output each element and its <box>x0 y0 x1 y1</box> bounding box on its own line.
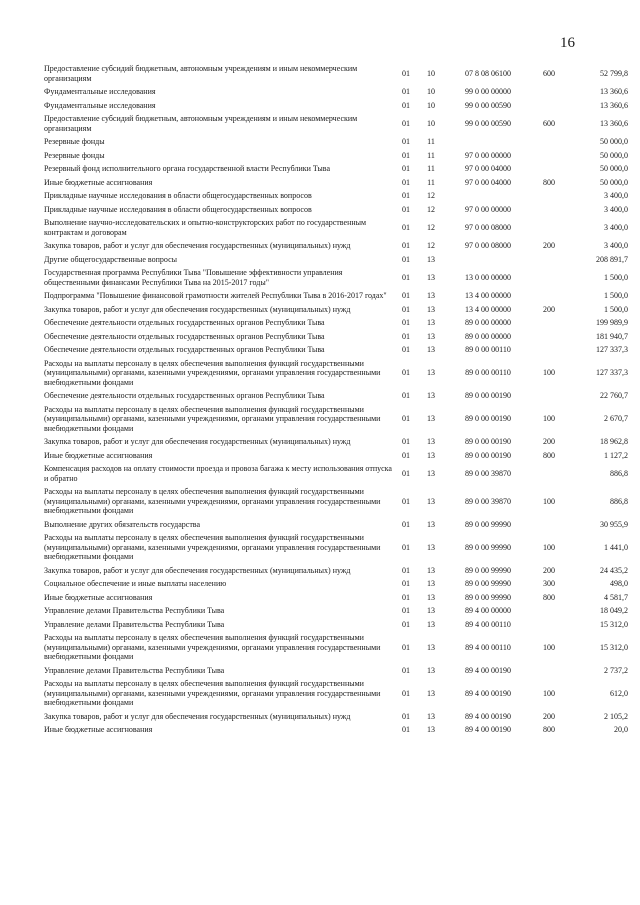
row-target-code: 89 0 00 00190 <box>465 450 511 460</box>
row-section: 01 <box>402 414 410 423</box>
row-expense-type <box>532 85 566 99</box>
row-amount: 127 337,3 <box>596 368 628 377</box>
table-row <box>44 664 628 678</box>
row-amount: 1 500,0 <box>604 304 628 314</box>
row-expense-type <box>532 266 566 289</box>
row-section: 01 <box>402 579 410 588</box>
row-subsection: 12 <box>427 222 435 232</box>
row-expense-type <box>532 203 566 217</box>
table-row <box>44 176 628 190</box>
row-section: 01 <box>402 688 410 698</box>
row-amount: 50 000,0 <box>600 137 628 146</box>
row-target-code: 89 0 00 00000 <box>465 331 511 341</box>
row-name: Иные бюджетные ассигнования <box>44 177 153 187</box>
row-subsection: 13 <box>427 542 435 552</box>
row-section: 01 <box>402 68 410 78</box>
row-amount: 199 989,9 <box>596 318 628 327</box>
table-row <box>44 135 628 149</box>
table-row <box>44 710 628 724</box>
row-name: Управление делами Правительства Республики Тыва <box>44 619 225 629</box>
row-subsection: 13 <box>427 496 435 506</box>
row-section: 01 <box>402 368 410 377</box>
row-name: Расходы на выплаты персоналу в целях обеспечения выполнения функций государственными (муниципальными) органами, казенными учреждениями, органами управления государственными внебюджетными фондами <box>44 487 381 515</box>
row-section: 01 <box>402 711 410 721</box>
row-target-code: 89 4 00 00110 <box>465 642 511 652</box>
row-name: Подпрограмма "Повышение финансовой грамотности жителей Республики Тыва в 2016-2017 годах" <box>44 291 387 300</box>
row-name: Компенсация расходов на оплату стоимости проезда и провоза багажа к месту использования отпуска и обратно <box>44 464 392 483</box>
table-row <box>44 462 628 485</box>
row-subsection: 13 <box>427 711 435 721</box>
row-expense-type <box>532 99 566 113</box>
row-subsection: 13 <box>427 318 435 327</box>
row-target-code: 89 0 00 39870 <box>465 468 511 478</box>
row-section: 01 <box>402 222 410 232</box>
row-target-code: 89 0 00 00190 <box>465 414 511 423</box>
row-expense-type: 200 <box>543 241 555 250</box>
row-amount: 13 360,6 <box>600 87 628 96</box>
row-subsection: 13 <box>427 291 435 300</box>
row-expense-type <box>532 316 566 330</box>
table-row <box>44 389 628 403</box>
row-subsection: 13 <box>427 592 435 602</box>
row-amount: 1 127,2 <box>604 450 628 460</box>
row-target-code: 89 0 00 00110 <box>465 368 511 377</box>
row-amount: 1 500,0 <box>604 291 628 300</box>
row-name: Закупка товаров, работ и услуг для обеспечения государственных (муниципальных) нужд <box>44 437 351 446</box>
row-section: 01 <box>402 345 410 354</box>
table-row <box>44 316 628 330</box>
row-expense-type: 100 <box>543 414 555 423</box>
table-row <box>44 677 628 710</box>
row-amount: 13 360,6 <box>600 100 628 110</box>
row-expense-type: 200 <box>543 565 555 575</box>
table-row <box>44 357 628 390</box>
table-row <box>44 531 628 564</box>
row-section: 01 <box>402 496 410 506</box>
row-expense-type <box>532 189 566 203</box>
budget-table <box>44 62 628 737</box>
row-subsection: 13 <box>427 272 435 282</box>
row-target-code: 89 0 00 00000 <box>465 318 511 327</box>
row-subsection: 10 <box>427 118 435 128</box>
row-expense-type: 800 <box>543 592 555 602</box>
row-subsection: 11 <box>427 150 435 160</box>
row-amount: 3 400,0 <box>604 222 628 232</box>
row-section: 01 <box>402 291 410 300</box>
row-name: Резервные фонды <box>44 150 105 160</box>
row-subsection: 13 <box>427 391 435 400</box>
row-expense-type: 800 <box>543 725 555 734</box>
row-subsection: 13 <box>427 331 435 341</box>
row-target-code: 89 4 00 00190 <box>465 711 511 721</box>
table-row <box>44 577 628 591</box>
row-expense-type <box>532 462 566 485</box>
row-name: Иные бюджетные ассигнования <box>44 450 153 460</box>
row-target-code: 89 4 00 00190 <box>465 725 511 734</box>
row-target-code: 13 0 00 00000 <box>465 272 511 282</box>
row-name: Прикладные научные исследования в области общегосударственных вопросов <box>44 191 312 200</box>
row-target-code: 97 0 00 00000 <box>465 150 511 160</box>
row-subsection: 13 <box>427 725 435 734</box>
row-section: 01 <box>402 642 410 652</box>
row-amount: 2 105,2 <box>604 711 628 721</box>
table-row <box>44 485 628 518</box>
row-name: Закупка товаров, работ и услуг для обеспечения государственных (муниципальных) нужд <box>44 304 351 314</box>
row-target-code: 89 0 00 00110 <box>465 345 511 354</box>
row-section: 01 <box>402 254 410 264</box>
row-section: 01 <box>402 164 410 173</box>
row-amount: 3 400,0 <box>604 191 628 200</box>
row-expense-type <box>532 389 566 403</box>
row-name: Расходы на выплаты персоналу в целях обеспечения выполнения функций государственными (муниципальными) органами, казенными учреждениями, органами управления государственными внебюджетными фондами <box>44 679 381 707</box>
row-target-code: 99 0 00 00590 <box>465 118 511 128</box>
row-section: 01 <box>402 542 410 552</box>
row-subsection: 11 <box>427 177 435 187</box>
row-section: 01 <box>402 272 410 282</box>
row-section: 01 <box>402 606 410 615</box>
table-row <box>44 239 628 253</box>
row-amount: 886,8 <box>610 468 628 478</box>
row-expense-type: 100 <box>543 496 555 506</box>
row-target-code: 97 0 00 00000 <box>465 204 511 214</box>
row-amount: 50 000,0 <box>600 177 628 187</box>
row-target-code: 89 0 00 99990 <box>465 579 511 588</box>
table-row <box>44 289 628 303</box>
table-row <box>44 435 628 449</box>
row-expense-type: 200 <box>543 437 555 446</box>
row-expense-type <box>532 289 566 303</box>
row-name: Фундаментальные исследования <box>44 87 156 96</box>
row-section: 01 <box>402 150 410 160</box>
row-amount: 208 891,7 <box>596 254 628 264</box>
row-name: Другие общегосударственные вопросы <box>44 254 178 264</box>
row-amount: 20,0 <box>614 725 628 734</box>
row-expense-type: 600 <box>543 118 555 128</box>
row-name: Резервный фонд исполнительного органа государственной власти Республики Тыва <box>44 164 331 173</box>
row-subsection: 10 <box>427 100 435 110</box>
row-section: 01 <box>402 565 410 575</box>
row-section: 01 <box>402 665 410 675</box>
row-subsection: 11 <box>427 137 435 146</box>
row-name: Социальное обеспечение и иные выплаты населению <box>44 579 227 588</box>
row-amount: 50 000,0 <box>600 150 628 160</box>
row-expense-type <box>532 135 566 149</box>
row-name: Прикладные научные исследования в области общегосударственных вопросов <box>44 204 312 214</box>
table-row <box>44 723 628 737</box>
row-expense-type: 200 <box>543 304 555 314</box>
table-row <box>44 330 628 344</box>
row-section: 01 <box>402 241 410 250</box>
table-row <box>44 449 628 463</box>
table-row <box>44 99 628 113</box>
table-row <box>44 403 628 436</box>
row-target-code: 97 0 00 04000 <box>465 177 511 187</box>
row-name: Выполнение научно-исследовательских и опытно-конструкторских работ по государственным контрактам и договорам <box>44 218 367 237</box>
row-subsection: 13 <box>427 437 435 446</box>
row-target-code: 89 0 00 00190 <box>465 391 511 400</box>
row-name: Закупка товаров, работ и услуг для обеспечения государственных (муниципальных) нужд <box>44 711 351 721</box>
row-section: 01 <box>402 519 410 529</box>
row-amount: 2 670,7 <box>604 414 628 423</box>
row-name: Предоставление субсидий бюджетным, автономным учреждениям и иным некоммерческим организациям <box>44 64 358 83</box>
row-section: 01 <box>402 304 410 314</box>
row-name: Расходы на выплаты персоналу в целях обеспечения выполнения функций государственными (муниципальными) органами, казенными учреждениями, органами управления государственными внебюджетными фондами <box>44 533 381 561</box>
row-subsection: 13 <box>427 368 435 377</box>
row-name: Предоставление субсидий бюджетным, автономным учреждениям и иным некоммерческим организациям <box>44 114 358 133</box>
row-amount: 181 940,7 <box>596 331 628 341</box>
row-expense-type <box>532 162 566 176</box>
table-row <box>44 564 628 578</box>
row-name: Закупка товаров, работ и услуг для обеспечения государственных (муниципальных) нужд <box>44 241 351 250</box>
row-target-code: 97 0 00 04000 <box>465 164 511 173</box>
row-subsection: 13 <box>427 450 435 460</box>
row-section: 01 <box>402 592 410 602</box>
row-subsection: 13 <box>427 565 435 575</box>
table-row <box>44 303 628 317</box>
table-row <box>44 112 628 135</box>
row-amount: 4 581,7 <box>604 592 628 602</box>
table-row <box>44 189 628 203</box>
row-name: Обеспечение деятельности отдельных государственных органов Республики Тыва <box>44 345 325 354</box>
table-row <box>44 62 628 85</box>
row-target-code <box>444 135 532 149</box>
row-section: 01 <box>402 191 410 200</box>
row-subsection: 13 <box>427 688 435 698</box>
row-amount: 22 760,7 <box>600 391 628 400</box>
table-row <box>44 253 628 267</box>
table-row <box>44 149 628 163</box>
row-section: 01 <box>402 87 410 96</box>
table-row <box>44 216 628 239</box>
row-expense-type: 100 <box>543 542 555 552</box>
row-name: Управление делами Правительства Республики Тыва <box>44 665 225 675</box>
row-expense-type: 600 <box>543 68 555 78</box>
row-subsection: 13 <box>427 254 435 264</box>
table-row <box>44 591 628 605</box>
row-target-code: 89 0 00 39870 <box>465 496 511 506</box>
table-row <box>44 162 628 176</box>
row-target-code: 13 4 00 00000 <box>465 291 511 300</box>
row-target-code <box>444 253 532 267</box>
row-subsection: 13 <box>427 414 435 423</box>
row-target-code: 89 4 00 00190 <box>465 688 511 698</box>
row-expense-type: 200 <box>543 711 555 721</box>
row-amount: 3 400,0 <box>604 204 628 214</box>
row-amount: 15 312,0 <box>600 619 628 629</box>
budget-table-body <box>44 62 628 737</box>
row-amount: 52 799,8 <box>600 68 628 78</box>
row-target-code: 89 0 00 99990 <box>465 592 511 602</box>
row-amount: 18 962,8 <box>600 437 628 446</box>
row-section: 01 <box>402 450 410 460</box>
row-subsection: 11 <box>427 164 435 173</box>
row-section: 01 <box>402 318 410 327</box>
page-number: 16 <box>560 35 575 51</box>
row-section: 01 <box>402 204 410 214</box>
row-subsection: 13 <box>427 468 435 478</box>
row-subsection: 10 <box>427 87 435 96</box>
row-amount: 3 400,0 <box>604 241 628 250</box>
row-name: Расходы на выплаты персоналу в целях обеспечения выполнения функций государственными (муниципальными) органами, казенными учреждениями, органами управления государственными внебюджетными фондами <box>44 404 381 433</box>
row-target-code: 97 0 00 08000 <box>465 222 511 232</box>
row-name: Расходы на выплаты персоналу в целях обеспечения выполнения функций государственными (муниципальными) органами, казенными учреждениями, органами управления государственными внебюджетными фондами <box>44 358 381 387</box>
row-amount: 127 337,3 <box>596 345 628 354</box>
row-name: Выполнение других обязательств государства <box>44 519 201 529</box>
table-row <box>44 631 628 664</box>
row-name: Обеспечение деятельности отдельных государственных органов Республики Тыва <box>44 331 325 341</box>
row-amount: 498,0 <box>610 579 628 588</box>
row-subsection: 12 <box>427 241 435 250</box>
row-section: 01 <box>402 331 410 341</box>
table-row <box>44 203 628 217</box>
row-section: 01 <box>402 725 410 734</box>
row-target-code <box>444 189 532 203</box>
row-target-code: 89 0 00 99990 <box>465 565 511 575</box>
row-subsection: 13 <box>427 642 435 652</box>
row-target-code: 99 0 00 00590 <box>465 100 511 110</box>
row-target-code: 89 4 00 00000 <box>465 606 511 615</box>
row-expense-type: 300 <box>543 579 555 588</box>
row-amount: 24 435,2 <box>600 565 628 575</box>
row-name: Иные бюджетные ассигнования <box>44 592 153 602</box>
row-amount: 18 049,2 <box>600 606 628 615</box>
row-subsection: 12 <box>427 204 435 214</box>
row-expense-type <box>532 618 566 632</box>
row-subsection: 13 <box>427 619 435 629</box>
row-subsection: 13 <box>427 519 435 529</box>
row-subsection: 13 <box>427 606 435 615</box>
row-expense-type: 100 <box>543 642 555 652</box>
row-amount: 13 360,6 <box>600 118 628 128</box>
row-amount: 30 955,9 <box>600 519 628 529</box>
row-subsection: 13 <box>427 665 435 675</box>
row-target-code: 89 0 00 00190 <box>465 437 511 446</box>
row-name: Расходы на выплаты персоналу в целях обеспечения выполнения функций государственными (муниципальными) органами, казенными учреждениями, органами управления государственными внебюджетными фондами <box>44 633 381 661</box>
row-subsection: 12 <box>427 191 435 200</box>
row-target-code: 89 4 00 00110 <box>465 619 511 629</box>
row-subsection: 10 <box>427 68 435 78</box>
table-row <box>44 343 628 357</box>
row-amount: 1 500,0 <box>604 272 628 282</box>
row-expense-type: 800 <box>543 177 555 187</box>
row-target-code: 89 0 00 99990 <box>465 542 511 552</box>
row-name: Фундаментальные исследования <box>44 100 156 110</box>
table-row <box>44 266 628 289</box>
table-row <box>44 85 628 99</box>
row-target-code: 99 0 00 00000 <box>465 87 511 96</box>
row-expense-type <box>532 216 566 239</box>
row-expense-type <box>532 149 566 163</box>
row-name: Обеспечение деятельности отдельных государственных органов Республики Тыва <box>44 391 325 400</box>
row-name: Государственная программа Республики Тыва "Повышение эффективности управления общественными финансами Республики Тыва на 2015-2017 годы" <box>44 268 343 287</box>
row-amount: 15 312,0 <box>600 642 628 652</box>
table-row <box>44 604 628 618</box>
row-expense-type: 100 <box>543 368 555 377</box>
row-expense-type: 100 <box>543 688 555 698</box>
row-name: Обеспечение деятельности отдельных государственных органов Республики Тыва <box>44 318 325 327</box>
row-subsection: 13 <box>427 304 435 314</box>
row-section: 01 <box>402 468 410 478</box>
row-section: 01 <box>402 619 410 629</box>
row-amount: 2 737,2 <box>604 665 628 675</box>
row-section: 01 <box>402 177 410 187</box>
row-expense-type <box>532 664 566 678</box>
row-section: 01 <box>402 118 410 128</box>
row-section: 01 <box>402 100 410 110</box>
row-amount: 1 441,0 <box>604 542 628 552</box>
row-target-code: 89 4 00 00190 <box>465 665 511 675</box>
row-section: 01 <box>402 391 410 400</box>
table-row <box>44 618 628 632</box>
row-target-code: 13 4 00 00000 <box>465 304 511 314</box>
row-expense-type <box>532 343 566 357</box>
row-name: Управление делами Правительства Республики Тыва <box>44 606 225 615</box>
row-target-code: 89 0 00 99990 <box>465 519 511 529</box>
row-amount: 50 000,0 <box>600 164 628 173</box>
row-amount: 612,0 <box>610 688 628 698</box>
row-name: Резервные фонды <box>44 137 105 146</box>
row-expense-type <box>532 604 566 618</box>
row-subsection: 13 <box>427 345 435 354</box>
row-amount: 886,8 <box>610 496 628 506</box>
row-section: 01 <box>402 437 410 446</box>
row-expense-type: 800 <box>543 450 555 460</box>
row-name: Иные бюджетные ассигнования <box>44 725 153 734</box>
table-row <box>44 518 628 532</box>
row-target-code: 07 8 08 06100 <box>465 68 511 78</box>
row-target-code: 97 0 00 08000 <box>465 241 511 250</box>
row-expense-type <box>532 518 566 532</box>
row-expense-type <box>532 330 566 344</box>
row-expense-type <box>532 253 566 267</box>
row-name: Закупка товаров, работ и услуг для обеспечения государственных (муниципальных) нужд <box>44 565 351 575</box>
row-subsection: 13 <box>427 579 435 588</box>
row-section: 01 <box>402 137 410 146</box>
